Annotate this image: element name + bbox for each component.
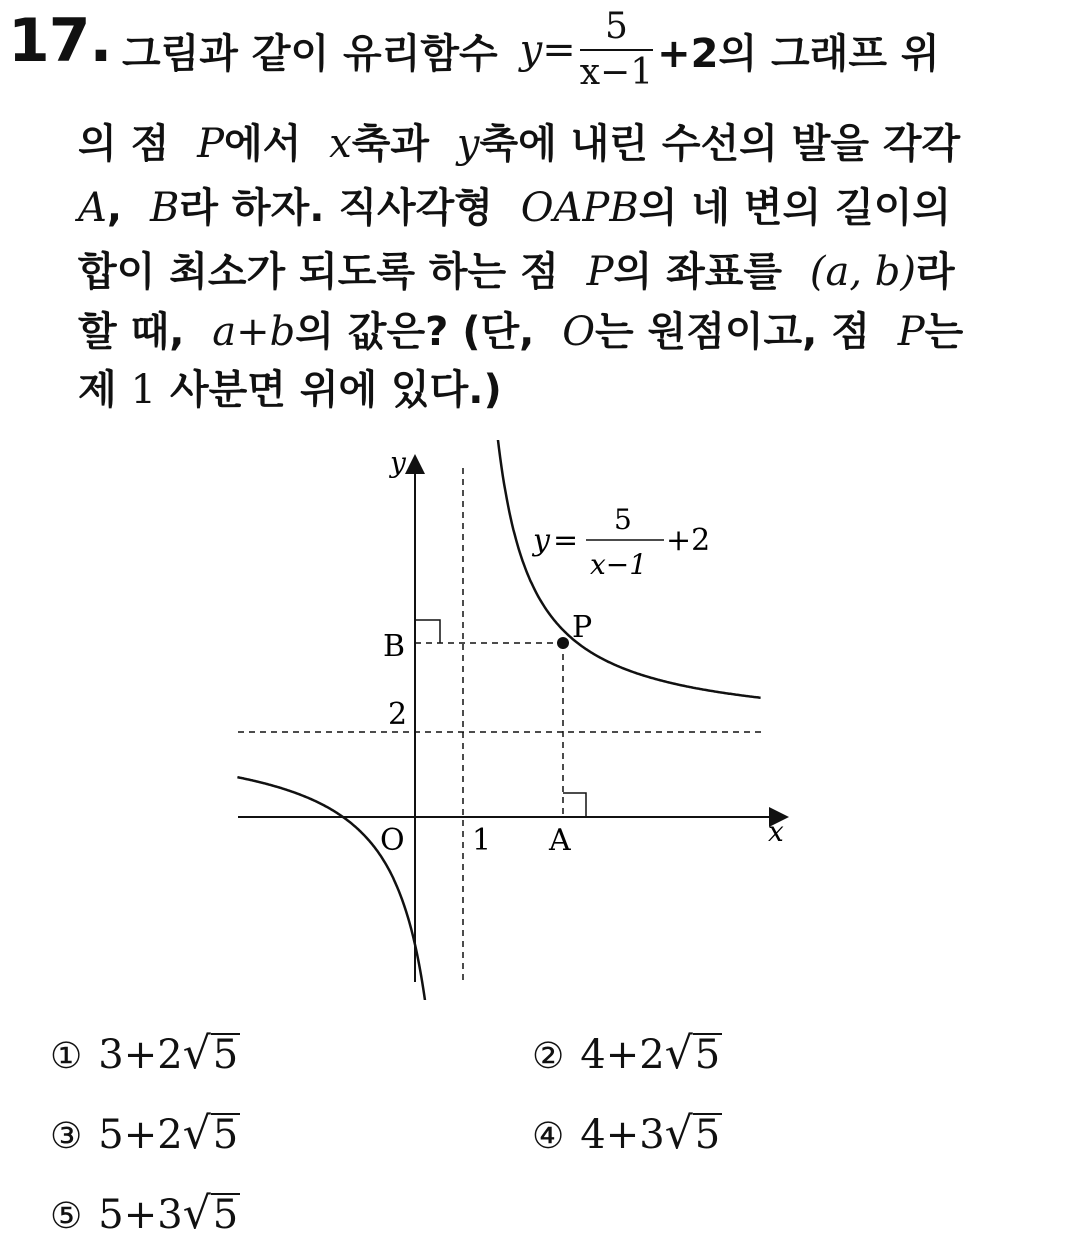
curve-left-branch — [237, 777, 437, 1000]
point-P — [557, 637, 569, 649]
option-5-radicand: 5 — [212, 1192, 239, 1238]
option-2-value: 4+2 — [580, 1032, 665, 1078]
option-1-radicand: 5 — [212, 1032, 239, 1078]
fraction — [580, 7, 653, 93]
var-B: B — [149, 185, 180, 231]
y-tick-2: 2 — [388, 697, 408, 732]
coordinate-ab: (a, b) — [809, 249, 916, 295]
question-text: 제 — [78, 367, 117, 413]
option-5-mark: ⑤ — [50, 1196, 83, 1237]
question-line-5 — [78, 300, 963, 357]
number-one: 1 — [130, 367, 157, 413]
option-4-radicand: 5 — [694, 1112, 721, 1158]
option-4-value: 4+3 — [580, 1112, 665, 1158]
question-text: 는 원점이고, 점 — [594, 309, 870, 355]
question-line-2 — [78, 112, 960, 169]
var-A: A — [78, 185, 107, 231]
origin-label: O — [380, 823, 405, 858]
option-3-mark: ③ — [50, 1116, 83, 1157]
option-3[interactable] — [50, 1108, 240, 1159]
question-text: 그림과 같이 유리함수 — [122, 30, 498, 77]
question-text: 라 하자. 직사각형 — [179, 185, 493, 231]
fraction-numerator: 5 — [580, 7, 653, 51]
question-text: 의 네 변의 길이의 — [638, 185, 952, 231]
sqrt-icon: √ — [182, 1188, 211, 1239]
question-text: 합이 최소가 되도록 하는 점 — [78, 249, 559, 295]
question-text: 의 값은? (단, — [295, 309, 535, 355]
point-P-label: P — [572, 610, 593, 645]
question-text: 사분면 위에 있다.) — [169, 367, 502, 413]
x-axis-label: x — [768, 815, 784, 848]
option-5-value: 5+3 — [98, 1192, 183, 1238]
question-text: 축에 내린 수선의 발을 각각 — [479, 121, 961, 167]
right-angle-mark-A — [563, 793, 586, 817]
option-4[interactable] — [532, 1108, 722, 1159]
var-x: x — [329, 121, 352, 167]
question-text: 의 점 — [78, 121, 170, 167]
option-2-radicand: 5 — [694, 1032, 721, 1078]
sqrt-icon: √ — [182, 1028, 211, 1079]
question-line-1 — [122, 6, 940, 93]
sqrt-icon: √ — [664, 1028, 693, 1079]
x-tick-1: 1 — [472, 823, 492, 858]
var-P: P — [897, 309, 925, 355]
option-1[interactable] — [50, 1028, 240, 1079]
sqrt-icon: √ — [664, 1108, 693, 1159]
curve-label-y: y — [533, 523, 550, 558]
question-number: 17. — [8, 6, 112, 76]
var-P: P — [586, 249, 614, 295]
curve-label-den: x−1 — [590, 548, 648, 581]
question-line-6 — [78, 358, 502, 415]
option-3-value: 5+2 — [98, 1112, 183, 1158]
var-y: y — [456, 121, 480, 167]
option-1-value: 3+2 — [98, 1032, 183, 1078]
comma: , — [106, 185, 123, 231]
sqrt-icon: √ — [182, 1108, 211, 1159]
x-tick-A: A — [549, 823, 571, 858]
curve-label-tail: +2 — [666, 523, 711, 558]
curve-label-num: 5 — [614, 503, 632, 536]
question-text: 의 좌표를 — [613, 249, 783, 295]
y-tick-B: B — [383, 629, 406, 664]
var-OAPB: OAPB — [520, 185, 639, 231]
option-5[interactable] — [50, 1188, 240, 1239]
y-axis-label: y — [390, 446, 406, 479]
option-2[interactable] — [532, 1028, 722, 1079]
var-P: P — [197, 121, 224, 167]
right-angle-mark-B — [415, 620, 440, 643]
var-y: y — [519, 27, 543, 73]
question-text: 라 — [915, 249, 955, 295]
option-4-mark: ④ — [532, 1116, 565, 1157]
option-2-mark: ② — [532, 1036, 565, 1077]
question-text: 축과 — [351, 121, 429, 167]
question-line-3 — [78, 176, 951, 233]
question-text: +2의 그래프 위 — [657, 30, 940, 77]
option-1-mark: ① — [50, 1036, 83, 1077]
fraction-denominator: x−1 — [579, 52, 654, 93]
var-O: O — [562, 309, 595, 355]
question-line-4 — [78, 240, 955, 297]
question-text: 에서 — [224, 121, 302, 167]
expr-a-plus-b: a+b — [212, 309, 296, 355]
curve-label-eq: = — [553, 523, 579, 558]
function-graph — [0, 440, 1080, 1000]
option-3-radicand: 5 — [212, 1112, 239, 1158]
equals-sign: = — [542, 27, 576, 73]
question-text: 는 — [924, 309, 964, 355]
question-text: 할 때, — [78, 309, 185, 355]
